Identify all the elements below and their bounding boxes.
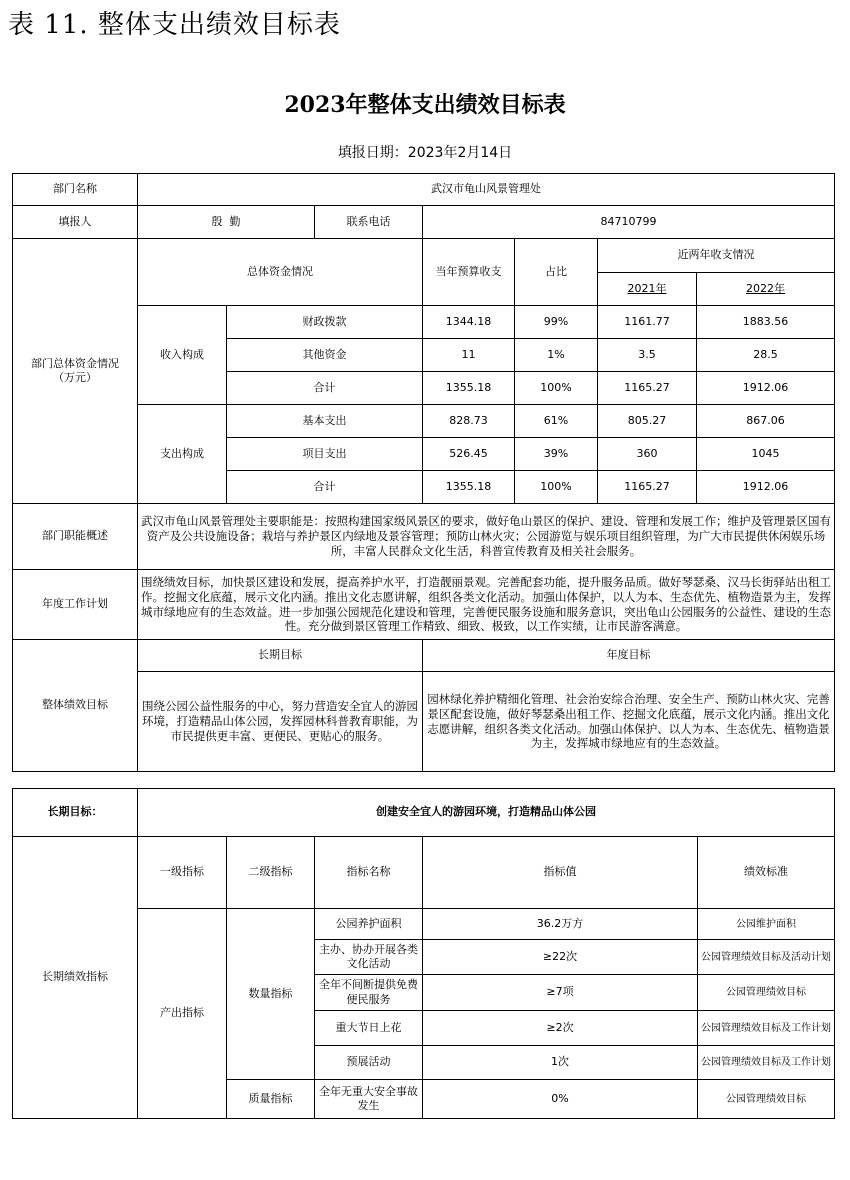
- income-budget: 1344.18: [423, 306, 515, 339]
- function-text: 武汉市龟山风景管理处主要职能是：按照构建国家级风景区的要求，做好龟山景区的保护、建设、管理和发展工作；维护及管理景区国有资产及公共设施设备；栽培与养护景区内绿地及景容管理；预防山林火灾；公园游览与娱乐项目组织管理，为广大市民提供休闲娱乐场所，丰富人民群众文化生活，科普宣传教育及相关社会服务。: [138, 504, 835, 570]
- indicator-value-header: 指标值: [423, 837, 698, 909]
- expense-name: 项目支出: [227, 438, 423, 471]
- function-label: 部门职能概述: [13, 504, 138, 570]
- expense-2022: 867.06: [697, 405, 835, 438]
- indicator-value: ≥7项: [423, 975, 698, 1011]
- indicator-value: ≥2次: [423, 1011, 698, 1046]
- indicator-name: 重大节日上花: [315, 1011, 423, 1046]
- year-2022-header: 2022年: [697, 273, 835, 306]
- performance-table-lower: [12, 788, 835, 1119]
- income-ratio: 100%: [515, 372, 598, 405]
- overall-funds-label: 总体资金情况: [138, 239, 423, 306]
- expense-budget: 526.45: [423, 438, 515, 471]
- document-heading: 表 11. 整体支出绩效目标表: [8, 10, 341, 40]
- income-budget: 11: [423, 339, 515, 372]
- income-2022: 1912.06: [697, 372, 835, 405]
- income-budget: 1355.18: [423, 372, 515, 405]
- income-2021: 1165.27: [598, 372, 697, 405]
- level1-header: 一级指标: [138, 837, 227, 909]
- indicator-name: 全年不间断提供免费便民服务: [315, 975, 423, 1011]
- indicator-value: 1次: [423, 1046, 698, 1080]
- expense-budget: 828.73: [423, 405, 515, 438]
- standard-header: 绩效标准: [698, 837, 835, 909]
- income-ratio: 99%: [515, 306, 598, 339]
- overall-goal-label: 整体绩效目标: [13, 640, 138, 772]
- indicator-name: 预展活动: [315, 1046, 423, 1080]
- phone-label: 联系电话: [315, 206, 423, 239]
- indicator-name: 主办、协办开展各类文化活动: [315, 940, 423, 975]
- plan-label: 年度工作计划: [13, 570, 138, 640]
- expense-name: 基本支出: [227, 405, 423, 438]
- income-2021: 3.5: [598, 339, 697, 372]
- year-2021-header: 2021年: [598, 273, 697, 306]
- expense-ratio: 61%: [515, 405, 598, 438]
- expense-2022: 1045: [697, 438, 835, 471]
- annual-goal-text: 园林绿化养护精细化管理、社会治安综合治理、安全生产、预防山林火灾、完善景区配套设施，做好琴瑟桑出租工作、挖掘文化底蕴，展示文化内涵。推出文化志愿讲解，组织各类文化活动。加强山体保护、以人为本、生态优先、植物造景为主，发挥城市绿地应有的生态效益。: [423, 672, 835, 772]
- expense-name: 合计: [227, 471, 423, 504]
- income-2022: 28.5: [697, 339, 835, 372]
- long-goal-text: 创建安全宜人的游园环境，打造精品山体公园: [138, 789, 835, 837]
- indicator-standard: 公园管理绩效目标: [698, 975, 835, 1011]
- expense-2022: 1912.06: [697, 471, 835, 504]
- indicator-standard: 公园管理绩效目标及工作计划: [698, 1011, 835, 1046]
- indicator-standard: 公园维护面积: [698, 909, 835, 940]
- expense-2021: 1165.27: [598, 471, 697, 504]
- expense-2021: 805.27: [598, 405, 697, 438]
- income-name: 财政拨款: [227, 306, 423, 339]
- long-term-goal-text: 围绕公园公益性服务的中心，努力营造安全宜人的游园环境，打造精品山体公园，发挥园林科普教育职能，为市民提供更丰富、更便民、更贴心的服务。: [138, 672, 423, 772]
- indicator-standard: 公园管理绩效目标: [698, 1080, 835, 1119]
- indicator-name-header: 指标名称: [315, 837, 423, 909]
- expense-2021: 360: [598, 438, 697, 471]
- filler-name: 殷 勤: [138, 206, 315, 239]
- expense-budget: 1355.18: [423, 471, 515, 504]
- indicator-standard: 公园管理绩效目标及工作计划: [698, 1046, 835, 1080]
- ratio-header: 占比: [515, 239, 598, 306]
- indicator-value: 0%: [423, 1080, 698, 1119]
- page-title: 2023年整体支出绩效目标表: [284, 92, 566, 118]
- expense-label: 支出构成: [138, 405, 227, 504]
- performance-table-upper: [12, 173, 835, 772]
- indicator-value: ≥22次: [423, 940, 698, 975]
- level2-header: 二级指标: [227, 837, 315, 909]
- income-ratio: 1%: [515, 339, 598, 372]
- dept-label: 部门名称: [13, 174, 138, 206]
- income-name: 其他资金: [227, 339, 423, 372]
- fill-date: 填报日期：2023年2月14日: [337, 145, 513, 161]
- budget-header: 当年预算收支: [423, 239, 515, 306]
- annual-goal-header: 年度目标: [423, 640, 835, 672]
- output-indicator-label: 产出指标: [138, 909, 227, 1119]
- long-goal-label: 长期目标：: [13, 789, 138, 837]
- indicator-name: 全年无重大安全事故发生: [315, 1080, 423, 1119]
- expense-ratio: 39%: [515, 438, 598, 471]
- income-name: 合计: [227, 372, 423, 405]
- expense-ratio: 100%: [515, 471, 598, 504]
- income-2021: 1161.77: [598, 306, 697, 339]
- phone-value: 84710799: [423, 206, 835, 239]
- income-label: 收入构成: [138, 306, 227, 405]
- indicator-standard: 公园管理绩效目标及活动计划: [698, 940, 835, 975]
- indicators-section-label: 长期绩效指标: [13, 837, 138, 1119]
- indicator-value: 36.2万方: [423, 909, 698, 940]
- quality-indicator-label: 质量指标: [227, 1080, 315, 1119]
- income-2022: 1883.56: [697, 306, 835, 339]
- filler-label: 填报人: [13, 206, 138, 239]
- dept-name: 武汉市龟山风景管理处: [138, 174, 835, 206]
- recent-years-header: 近两年收支情况: [598, 239, 835, 273]
- long-term-goal-header: 长期目标: [138, 640, 423, 672]
- funds-section-label: 部门总体资金情况 （万元）: [13, 239, 138, 504]
- plan-text: 围绕绩效目标，加快景区建设和发展，提高养护水平，打造靓丽景观。完善配套功能，提升服务品质。做好琴瑟桑、汉马长街驿站出租工作。挖掘文化底蕴，展示文化内涵。推出文化志愿讲解，组织各类文化活动。加强山体保护，以人为本、生态优先、植物造景为主，发挥城市绿地应有的生态效益。进一步加强公园规范化建设和管理，完善便民服务设施和服务意识，突出龟山公园服务的公益性、建设的生态性。充分做到景区管理工作精致、细致、极致，以工作实绩，让市民游客满意。: [138, 570, 835, 640]
- quantity-indicator-label: 数量指标: [227, 909, 315, 1080]
- indicator-name: 公园养护面积: [315, 909, 423, 940]
